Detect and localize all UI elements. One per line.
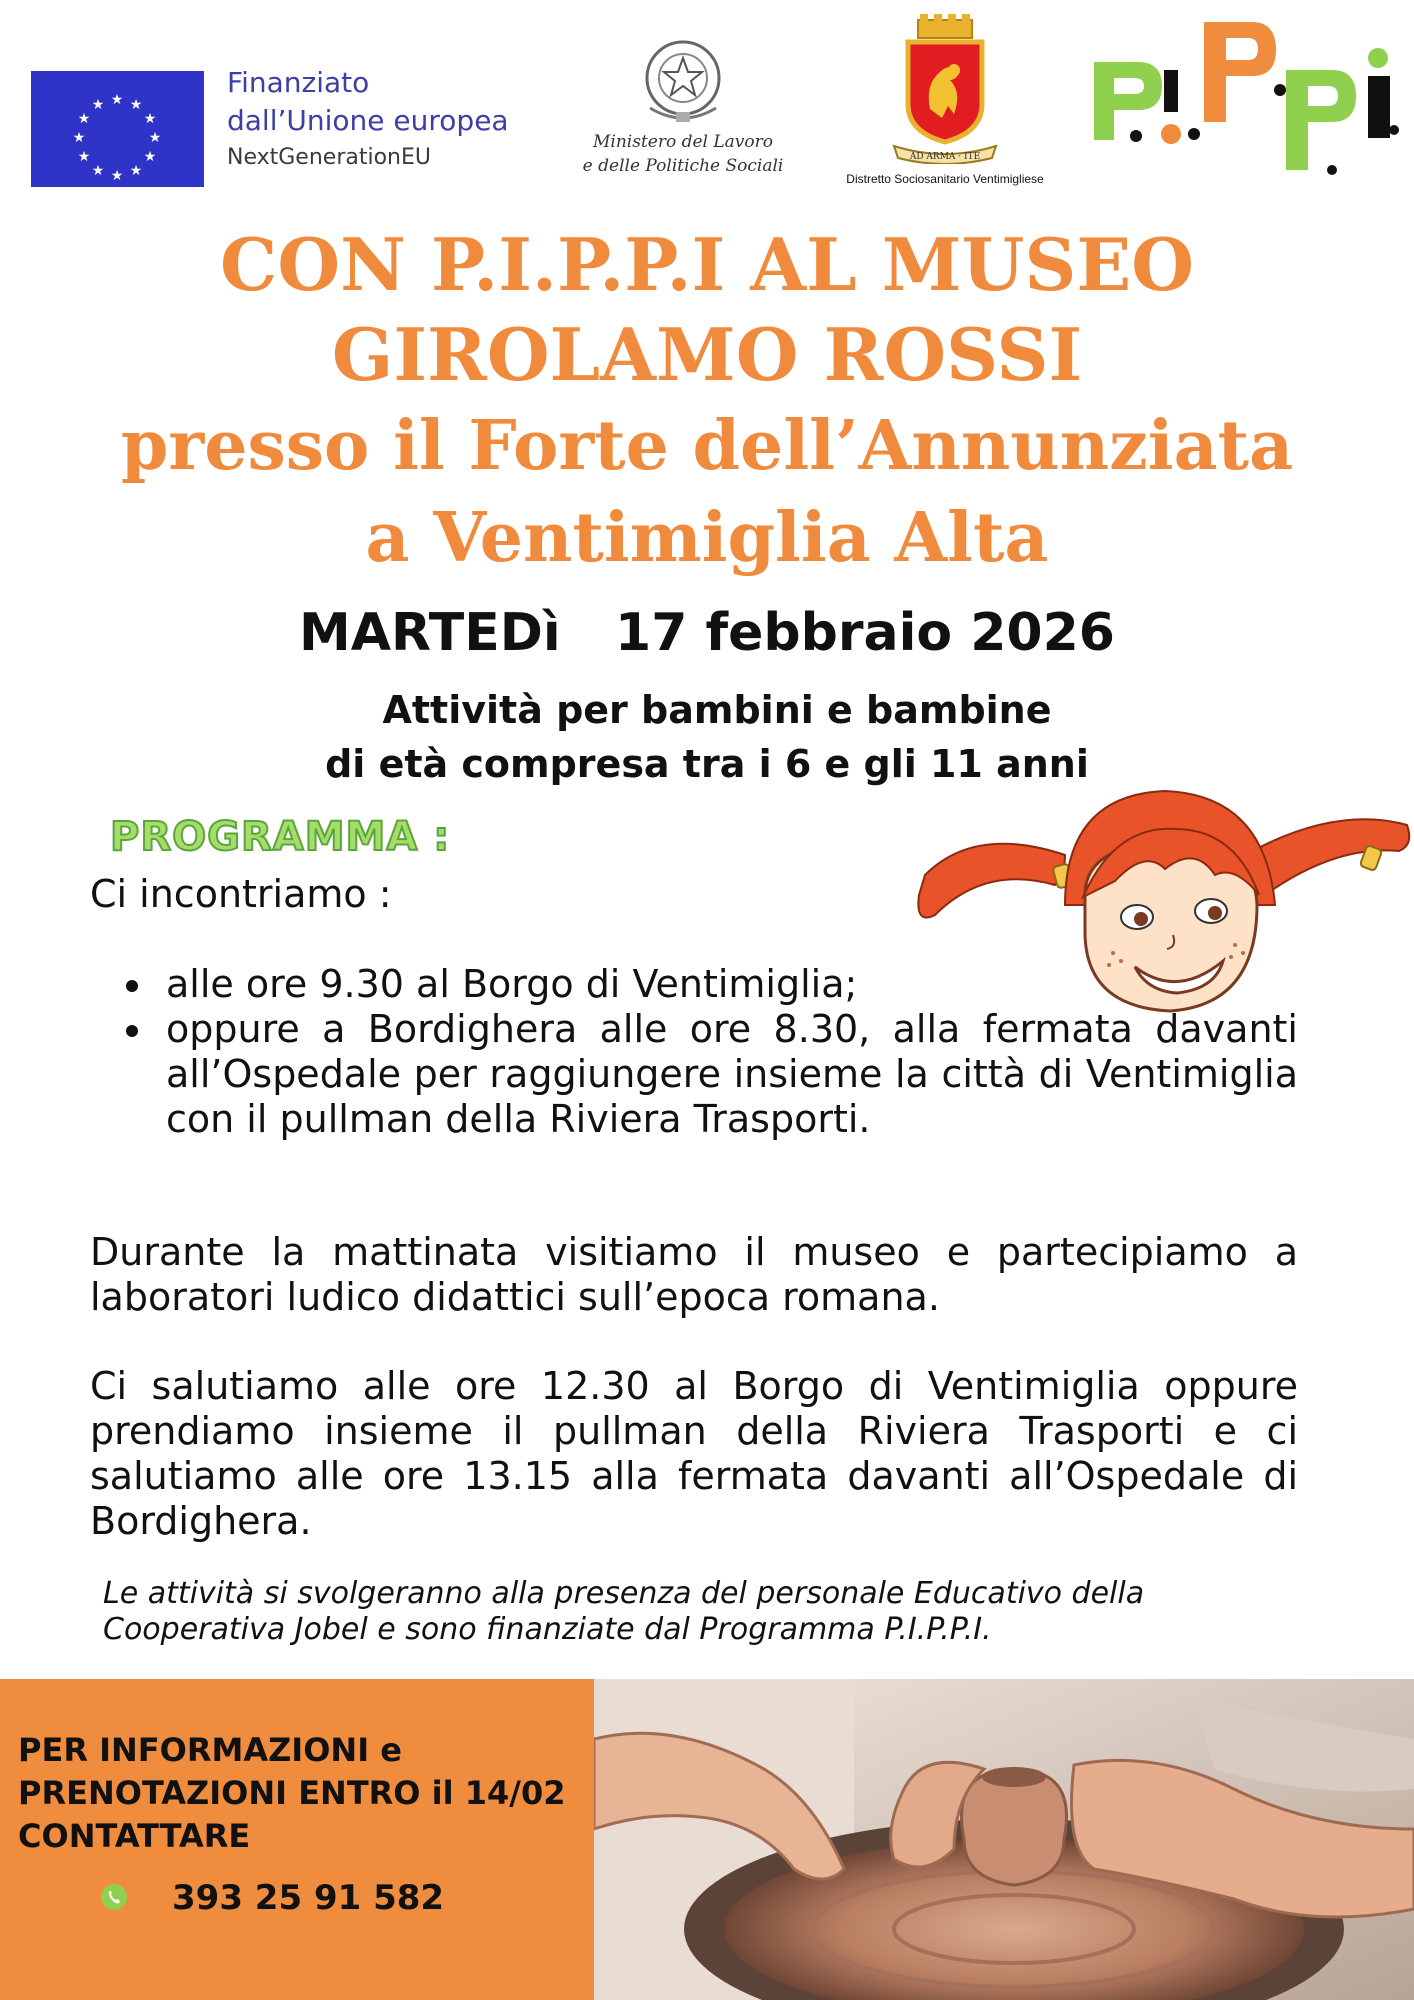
svg-text:★: ★ — [129, 163, 143, 179]
distretto-motto: AD ARMA · ITE — [909, 152, 981, 162]
info-line2: PRENOTAZIONI ENTRO il 14/02 — [18, 1774, 566, 1812]
svg-text:★: ★ — [91, 163, 105, 179]
whatsapp-icon — [100, 1883, 128, 1911]
ventimiglia-coat-of-arms-icon — [890, 14, 1000, 164]
ministero-line2: e delle Politiche Sociali — [582, 156, 784, 176]
title-line2: GIROLAMO ROSSI — [331, 312, 1083, 397]
distretto-logo — [820, 14, 1070, 204]
phone-number[interactable]: 393 25 91 582 — [172, 1878, 445, 1918]
svg-text:★: ★ — [110, 92, 124, 108]
svg-text:★: ★ — [77, 111, 91, 127]
svg-text:★: ★ — [91, 97, 105, 113]
ministero-logo — [548, 30, 818, 200]
eu-line3: NextGenerationEU — [227, 145, 431, 170]
svg-text:★: ★ — [143, 111, 157, 127]
svg-text:★: ★ — [148, 130, 162, 146]
list-item: alle ore 9.30 al Borgo di Ventimiglia; — [90, 962, 1298, 1007]
activity-line2: di età compresa tra i 6 e gli 11 anni — [325, 742, 1089, 786]
title-line1: CON P.I.P.P.I AL MUSEO — [220, 222, 1194, 307]
programma-intro: Ci incontriamo : — [90, 872, 392, 916]
activity-line1: Attività per bambini e bambine — [382, 688, 1052, 732]
info-line3: CONTATTARE — [18, 1817, 251, 1855]
pippi-logo — [1090, 14, 1400, 184]
meeting-points-list — [90, 962, 1298, 1142]
programma-paragraph2: Ci salutiamo alle ore 12.30 al Borgo di Ventimiglia oppure prendiamo insieme il pullman della Riviera Trasporti e ci salutiamo alle ore 13.15 alla fermata davanti all’Ospedale di Bordighera. — [90, 1364, 1298, 1543]
contact-box — [0, 1679, 594, 2000]
title-line3: presso il Forte dell’Annunziata — [120, 406, 1294, 486]
pottery-wheel-hands-photo — [594, 1679, 1414, 2000]
title-line4: a Ventimiglia Alta — [365, 498, 1049, 578]
programma-paragraph1: Durante la mattinata visitiamo il museo e partecipiamo a laboratori ludico didattici sull’epoca romana. — [90, 1230, 1298, 1319]
eu-line1: Finanziato — [227, 66, 370, 99]
contact-info — [18, 1729, 565, 1858]
eu-flag-icon — [31, 71, 204, 187]
svg-text:★: ★ — [110, 168, 124, 184]
svg-text:★: ★ — [72, 130, 86, 146]
eu-funding-text — [227, 64, 509, 174]
eu-line2: dall’Unione europea — [227, 104, 509, 137]
info-line1: PER INFORMAZIONI e — [18, 1731, 402, 1769]
svg-text:★: ★ — [129, 97, 143, 113]
distretto-label: Distretto Sociosanitario Ventimigliese — [846, 172, 1044, 186]
svg-text:★: ★ — [143, 149, 157, 165]
event-date: MARTEDì 17 febbraio 2026 — [299, 603, 1115, 663]
programma-heading: PROGRAMMA : — [110, 814, 451, 860]
list-item: oppure a Bordighera alle ore 8.30, alla fermata davanti all’Ospedale per raggiungere insieme la città di Ventimiglia con il pullman della Riviera Trasporti. — [90, 1007, 1298, 1142]
svg-text:★: ★ — [77, 149, 91, 165]
funding-note: Le attività si svolgeranno alla presenza del personale Educativo della Cooperativa Jobel e sono finanziate dal Programma P.I.P.P.I. — [103, 1576, 1145, 1647]
ministero-line1: Ministero del Lavoro — [592, 132, 774, 152]
italian-emblem-icon — [638, 30, 728, 130]
